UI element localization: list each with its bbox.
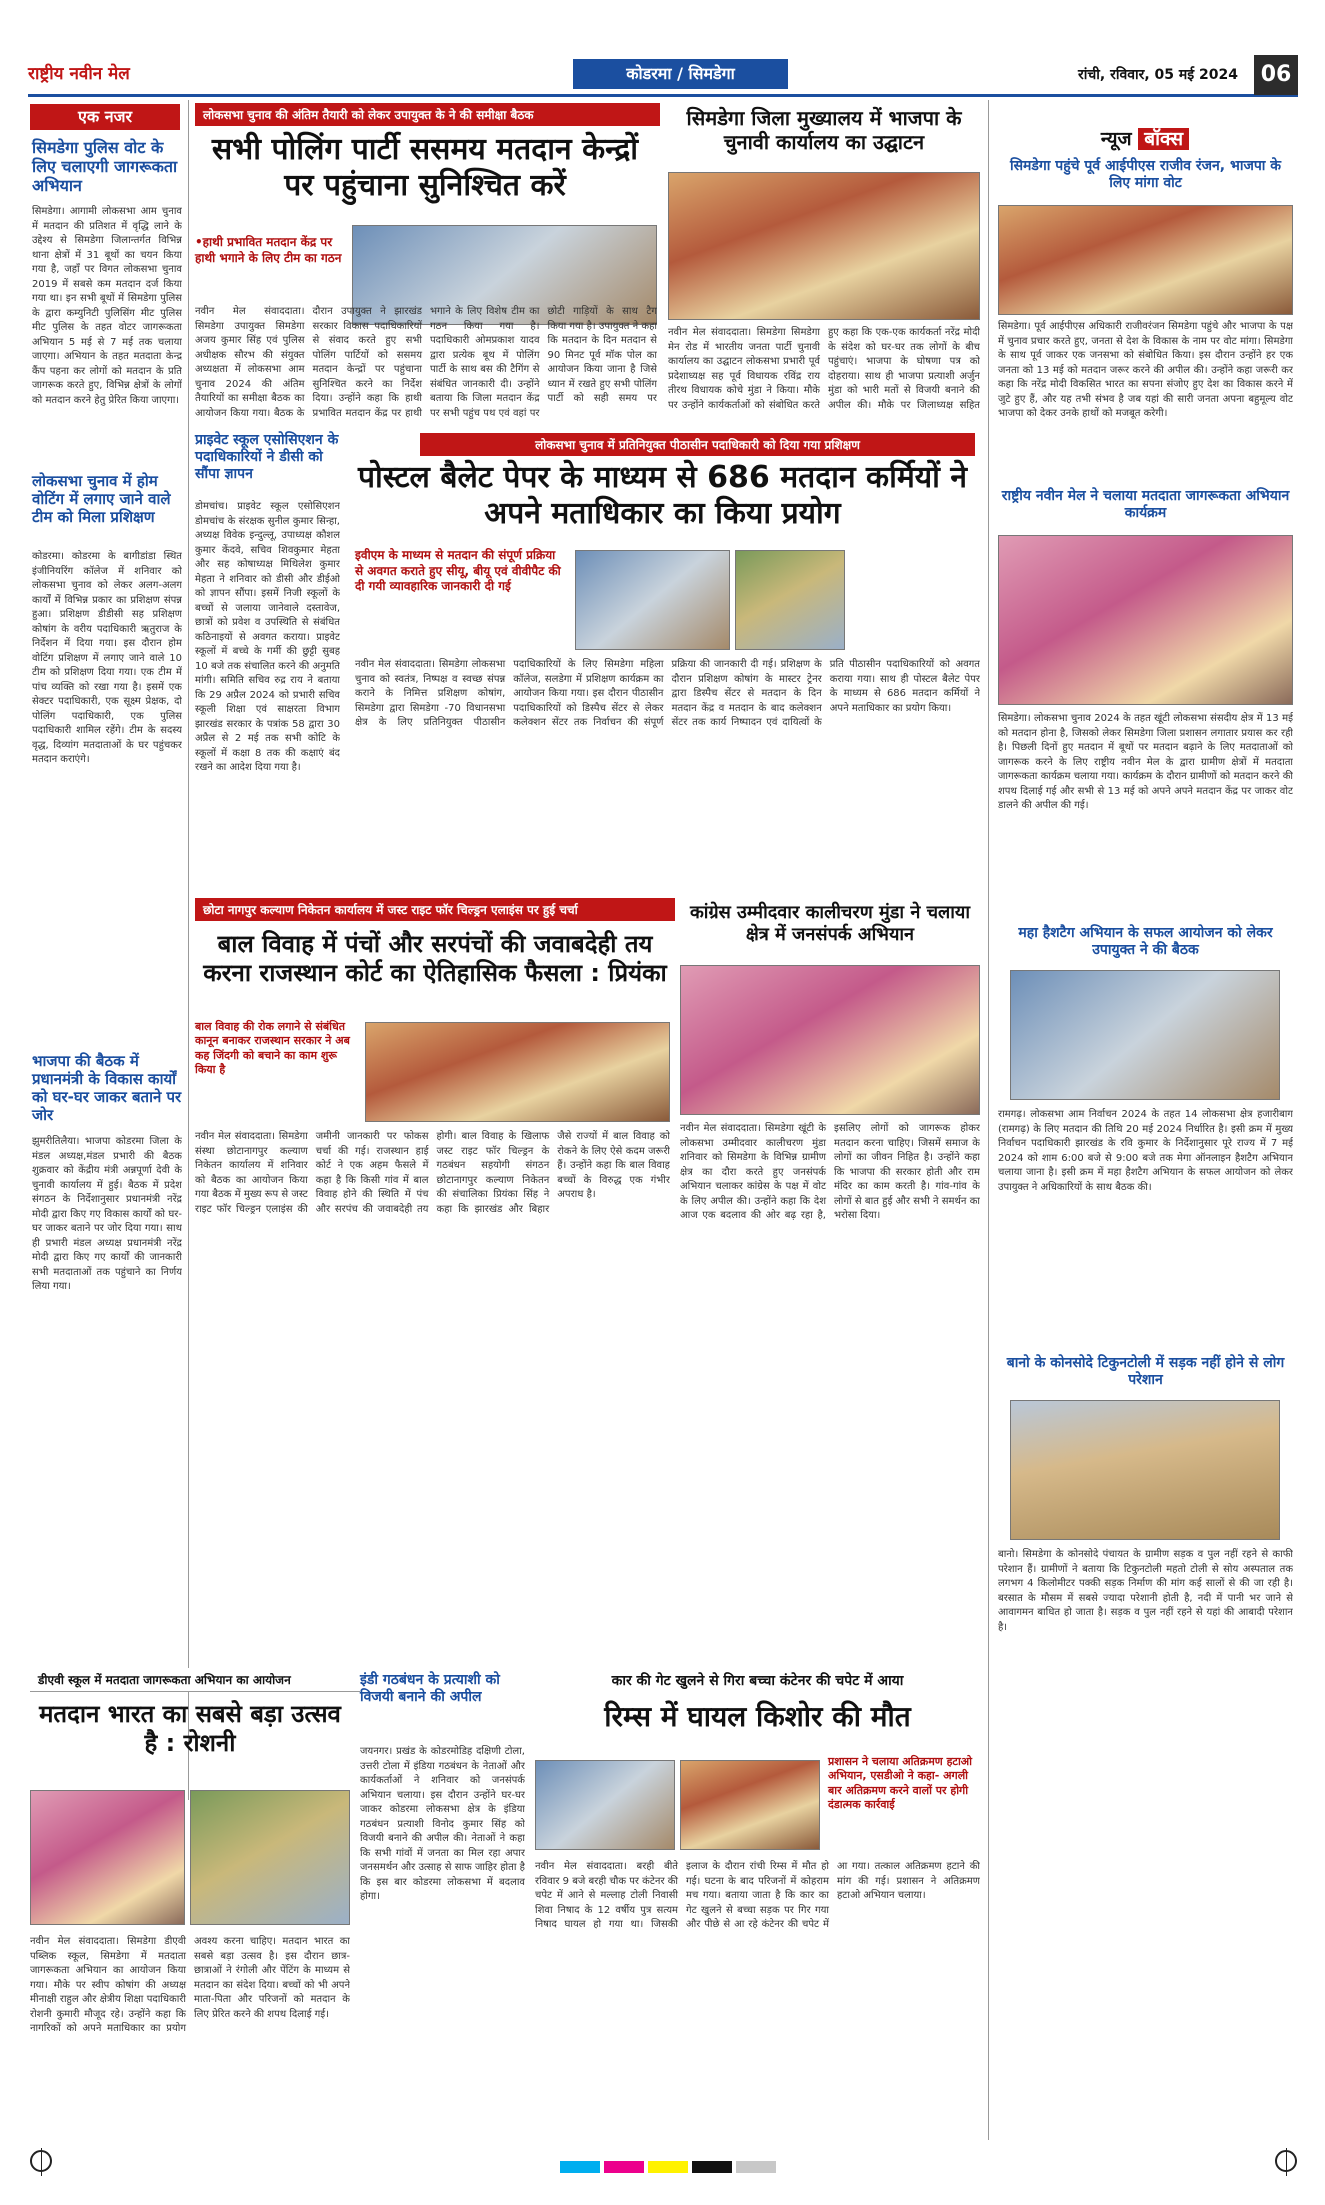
story-subhead: प्रशासन ने चलाया अतिक्रमण हटाओ अभियान, एसडीओ ने कहा- अगली बार अतिक्रमण करने वालों पर होगी दंडात्मक कार्रवाई	[828, 1755, 973, 1811]
story-body: नवीन मेल संवाददाता। सिमडेगा डीएवी पब्लिक स्कूल, सिमडेगा में मतदाता जागरूकता अभियान का आयोजन किया गया। मौके पर स्वीप कोषांग की अध्यक्ष मीनाक्षी राहुल और क्षेत्रीय शिक्षा पदाधिकारी रोशनी कुमारी मौजूद रहे। उन्होंने कहा कि नागरिकों को अपने मताधिकार का प्रयोग अवश्य करना चाहिए। मतदान भारत का सबसे बड़ा उत्सव है। इस दौरान छात्र-छात्राओं ने रंगोली और पेंटिंग के माध्यम से मतदान का संदेश दिया। बच्चों को भी अपने माता-पिता और परिजनों को मतदान के लिए प्रेरित करने की शपथ दिलाई गई।	[30, 1936, 350, 2034]
training-photo-1	[575, 550, 730, 650]
meeting-photo	[365, 1022, 670, 1122]
story-body: नवीन मेल संवाददाता। सिमडेगा खूंटी के लोकसभा उम्मीदवार कालीचरण मुंडा शनिवार को सिमडेगा के विभिन्न ग्रामीण क्षेत्र का दौरा करते हुए जनसंपर्क अभियान चलाकर कांग्रेस के पक्ष में वोट के लिए अपील की। उन्होंने कहा कि देश आज एक बदलाव की ओर बढ़ रहा है, इसलिए लोगों को जागरूक होकर मतदान करना चाहिए। जिसमें समाज के लोगों का जीवन निहित है। उन्होंने कहा कि भाजपा की सरकार होती और राम मंदिर का काम करती है। गांव-गांव के लोगों से बात हुई और सभी ने समर्थन का भरोसा दिया।	[680, 1123, 980, 1221]
story-headline: रिम्स में घायल किशोर की मौत	[604, 1700, 911, 1733]
story-body: जयनगर। प्रखंड के कोडरमोडिह दक्षिणी टोला, उत्तरी टोला में इंडिया गठबंधन के नेताओं और कार्यकर्ताओं ने शनिवार को जनसंपर्क अभियान चलाया। इस दौरान उन्होंने घर-घर जाकर कोडरमा लोकसभा क्षेत्र के इंडिया गठबंधन प्रत्याशी विनोद कुमार सिंह को विजयी बनाने की अपील की। नेताओं ने कहा कि सभी गांवों में जनता का मिल रहा अपार जनसमर्थन और उत्साह से साफ जाहिर होता है कि इस बार कोडरमा लोकसभा में बदलाव होगा।	[360, 1746, 525, 1902]
story-subhead: बाल विवाह की रोक लगाने से संबंधित कानून बनाकर राजस्थान सरकार ने अब कह जिंदगी को बचाने का काम शुरू किया है	[195, 1020, 350, 1076]
story-kicker: लोकसभा चुनाव में प्रतिनियुक्त पीठासीन पदाधिकारी को दिया गया प्रशिक्षण	[420, 433, 975, 456]
campaign-photo	[998, 205, 1293, 315]
section-title: एक नजर	[30, 104, 180, 130]
office-inauguration-photo	[668, 172, 980, 320]
story-kicker: छोटा नागपुर कल्याण निकेतन कार्यालय में जस्ट राइट फॉर चिल्ड्रन एलाइंस पर हुई चर्चा	[195, 898, 675, 921]
story-body: नवीन मेल संवाददाता। बरही बीते रविवार 9 बजे बरही चौक पर कंटेनर की चपेट में आने से मल्लाह टोली निवासी शिवा निषाद के 12 वर्षीय पुत्र सत्यम निषाद घायल हो गया था। जिसकी इलाज के दौरान रांची रिम्स में मौत हो गई। घटना के बाद परिजनों में कोहराम मच गया। बताया जाता है कि कार का गेट खुलने से बच्चा सड़क पर गिर गया और पीछे से आ रहे कंटेनर की चपेट में आ गया। तत्काल अतिक्रमण हटाने की मांग की गई। प्रशासन ने अतिक्रमण हटाओ अभियान चलाया।	[535, 1861, 980, 1930]
story-headline: महा हैशटैग अभियान के सफल आयोजन को लेकर उपायुक्त ने की बैठक	[1018, 925, 1273, 958]
story-body: डोमचांच। प्राइवेट स्कूल एसोसिएशन डोमचांच के संरक्षक सुनील कुमार सिन्हा, अध्यक्ष विवेक इन्दुल्लू, उपाध्यक्ष कौशल कुमार केंदवे, सचिव शिवकुमार मेहता और सह कोषाध्यक्ष मिथिलेश कुमार मेहता ने शनिवार को डीसी और डीईओ को ज्ञापन सौंपा। इसमें निजी स्कूलों के बच्चों से जलाया जानेवाले दस्तावेज, छात्रों को प्रवेश व उपस्थिति से संबंधित कठिनाइयों से अवगत कराया। प्राइवेट स्कूलों में बच्चे के गर्मी की छुट्टी सुबह 10 बजे तक संचालित करने की अनुमति मांगी। समिति सचिव रुद्र राय ने बताया कि 29 अप्रैल 2024 को प्रभारी सचिव स्कूली शिक्षा एवं साक्षरता विभाग झारखंड सरकार के पत्रांक 58 द्वारा 30 अप्रैल से 2 मई तक सभी कोटि के स्कूलों में कक्षा 8 तक की कक्षाएं बंद रखने का आदेश दिया गया है।	[195, 501, 340, 773]
accident-photo-1	[535, 1760, 675, 1850]
story-kicker: कार की गेट खुलने से गिरा बच्चा कंटेनर की चपेट में आया	[535, 1668, 980, 1693]
training-photo-2	[735, 550, 845, 650]
awareness-photo	[998, 535, 1293, 705]
story-body: नवीन मेल संवाददाता। सिमडेगा संस्था छोटानागपुर कल्याण निकेतन कार्यालय में शनिवार को बैठक का आयोजन किया गया बैठक में मुख्य रूप से जस्ट राइट फॉर चिल्ड्रन एलाइंस की जमीनी जानकारी पर फोकस चर्चा की गई। राजस्थान हाई कोर्ट ने एक अहम फैसले में कहा है कि किसी गांव में बाल विवाह होने की स्थिति में पंच और सरपंच की जवाबदेही तय होगी। बाल विवाह के खिलाफ जस्ट राइट फॉर चिल्ड्रन के गठबंधन सहयोगी संगठन छोटानागपुर कल्याण निकेतन की संचालिका प्रियंका सिंह ने कहा कि झारखंड और बिहार जैसे राज्यों में बाल विवाह को रोकने के लिए ऐसे कदम जरूरी हैं। उन्होंने कहा कि बाल विवाह बच्चों के विरुद्ध एक गंभीर अपराध है।	[195, 1131, 670, 1215]
story-subhead: •हाथी प्रभावित मतदान केंद्र पर हाथी भगाने के लिए टीम का गठन	[195, 235, 342, 265]
paper-name: राष्ट्रीय नवीन मेल	[28, 64, 130, 84]
school-photo-2	[190, 1790, 350, 1925]
story-headline: राष्ट्रीय नवीन मेल ने चलाया मतदाता जागरूकता अभियान कार्यक्रम	[1001, 488, 1290, 521]
accident-photo-2	[680, 1760, 820, 1850]
story-body: नवीन मेल संवाददाता। सिमडेगा उपायुक्त सिमडेगा अजय कुमार सिंह एवं पुलिस अधीक्षक सौरभ की संयुक्त अध्यक्षता में लोकसभा आम चुनाव 2024 की अंतिम तैयारियों का समीक्षा बैठक का आयोजन किया गया। बैठक के दौरान उपायुक्त ने झारखंड सरकार विकास पदाधिकारियों से संवाद करते हुए सभी पोलिंग पार्टियों को ससमय मतदान केन्द्रों पर पहुंचाना सुनिश्चित करने का निर्देश दिया। उन्होंने कहा कि हाथी प्रभावित मतदान केंद्र पर हाथी भगाने के लिए विशेष टीम का गठन किया गया है। पदाधिकारी ओमप्रकाश यादव द्वारा प्रत्येक बूथ में पोलिंग पार्टी के साथ बस की टैगिंग से संबंधित जानकारी दी। उन्होंने बताया कि जिला मतदान केंद्र पर सभी पहुंच पथ एवं वहां पर छोटी गाड़ियों के साथ टैग किया गया है। उपायुक्त ने कहा कि मतदान के दिन मतदान से 90 मिनट पूर्व मॉक पोल का आयोजन किया जाना है जिसे ध्यान में रखते हुए सभी पोलिंग पार्टी को सही समय पर	[195, 306, 657, 419]
story-headline: लोकसभा चुनाव में होम वोटिंग में लगाए जाने वाले टीम को मिला प्रशिक्षण	[32, 472, 171, 526]
story-headline: कांग्रेस उम्मीदवार कालीचरण मुंडा ने चलाया क्षेत्र में जनसंपर्क अभियान	[689, 902, 970, 945]
column-rule	[188, 100, 189, 1800]
story-body: सिमडेगा। आगामी लोकसभा आम चुनाव में मतदान की प्रतिशत में वृद्धि लाने के उद्देश्य से सिमडेगा जिलान्तर्गत विभिन्न थाना क्षेत्रों में 31 बूथों का चयन किया गया है, जहाँ पर विगत लोकसभा चुनाव 2019 में सबसे कम मतदान दर्ज किया गया था। इन सभी बूथों में सिमडेगा पुलिस के द्वारा कम्युनिटी पुलिसिंग मीट पुलिस मीट पुलिस के तहत वोटर जागरूकता अभियान 5 मई से 7 मई तक चलाया जाएगा। अभियान के तहत मतदाता केन्द्र कैंप पहना कर लोगों को मतदान के प्रति जागरूक करते हुए, विभिन्न क्षेत्रों के लोगों को मतदान करने हेतु प्रेरित किया जाएगा।	[32, 206, 182, 406]
story-headline: सिमडेगा जिला मुख्यालय में भाजपा के चुनावी कार्यालय का उद्घाटन	[686, 106, 962, 154]
story-headline: सिमडेगा पुलिस वोट के लिए चलाएगी जागरूकता अभियान	[32, 138, 178, 196]
color-bar	[560, 2158, 860, 2172]
school-photo-1	[30, 1790, 185, 1925]
story-headline: बानो के कोनसोदे टिकुनटोली में सड़क नहीं होने से लोग परेशान	[1006, 1355, 1285, 1388]
masthead	[28, 55, 1298, 97]
story-headline: सिमडेगा पहुंचे पूर्व आईपीएस राजीव रंजन, भाजपा के लिए मांगा वोट	[1009, 158, 1282, 191]
lead-headline: सभी पोलिंग पार्टी ससमय मतदान केन्द्रों पर पहुंचाना सुनिश्चित करें	[211, 132, 639, 203]
story-body: नवीन मेल संवाददाता। सिमडेगा सिमडेगा मेन रोड में भारतीय जनता पार्टी चुनावी कार्यालय का उद्घाटन लोकसभा प्रभारी पूर्व प्रदेशाध्यक्ष सह पूर्व विधायक रविंद्र राय तीरथ विधायक कोचे मुंडा ने किया। मौके पर उन्होंने कार्यकर्ताओं को संबोधित करते हुए कहा कि एक-एक कार्यकर्ता नरेंद्र मोदी के संदेश को घर-घर तक लोगों के बीच पहुंचाएं। भाजपा के घोषणा पत्र को दोहराया। साथ ही भाजपा प्रत्याशी अर्जुन मुंडा को भारी मतों से विजयी बनाने की अपील की। मौके पर जिलाध्यक्ष सहित	[668, 327, 980, 411]
story-body: नवीन मेल संवाददाता। सिमडेगा लोकसभा चुनाव को स्वतंत्र, निष्पक्ष व स्वच्छ संपन्न कराने के निमित्त प्रशिक्षण कोषांग, सिमडेगा द्वारा सिमडेगा -70 विधानसभा क्षेत्र के लिए प्रतिनियुक्त पीठासीन पदाधिकारियों के लिए सिमडेगा महिला कॉलेज, सलडेगा में प्रशिक्षण कार्यक्रम का आयोजन किया गया। इस दौरान पीठासीन पदाधिकारियों को डिस्पैच सेंटर से लेकर कलेक्शन सेंटर तक निर्वाचन की संपूर्ण प्रक्रिया की जानकारी दी गई। प्रशिक्षण के दौरान प्रशिक्षण कोषांग के मास्टर ट्रेनर द्वारा डिस्पैच सेंटर से मतदान के दिन मतदान केंद्र व मतदान के बाद कलेक्शन सेंटर तक कार्य निष्पादन एवं दायित्वों के प्रति पीठासीन पदाधिकारियों को अवगत कराया गया। साथ ही पोस्टल बैलेट पेपर के माध्यम से 686 मतदान कर्मियों ने अपने मताधिकार का प्रयोग किया।	[355, 659, 980, 728]
story-headline: प्राइवेट स्कूल एसोसिएशन के पदाधिकारियों ने डीसी को सौंपा ज्ञापन	[195, 432, 339, 482]
story-body: सिमडेगा। लोकसभा चुनाव 2024 के तहत खूंटी लोकसभा संसदीय क्षेत्र में 13 मई को मतदान होना है, जिसको लेकर सिमडेगा जिला प्रशासन लगातार प्रयास कर रही है। पिछली दिनों हुए मतदान में बूथों पर मतदान बढ़ाने के लिए मतदाताओं को जागरूक करने के लिए राष्ट्रीय नवीन मेल के द्वारा ग्रामीण क्षेत्रों में मतदाता जागरूकता कार्यक्रम चलाया गया। कार्यक्रम के दौरान ग्रामीणों को मतदान करने की शपथ दिलाई गई और सभी से 13 मई को अपने अपने मतदान केंद्र पर जाकर वोट डालने की अपील की गई।	[998, 713, 1293, 811]
road-photo	[1010, 1400, 1280, 1540]
campaign-photo	[680, 965, 980, 1115]
story-headline: मतदान भारत का सबसे बड़ा उत्सव है : रोशनी	[39, 1700, 341, 1757]
story-subhead: इवीएम के माध्यम से मतदान की संपूर्ण प्रक्रिया से अवगत कराते हुए सीयू, बीयू एवं वीवीपैट की दी गयी व्यावहारिक जानकारी दी गई	[355, 548, 561, 594]
column-rule	[988, 100, 989, 2140]
lead-headline: बाल विवाह में पंचों और सरपंचों की जवाबदेही तय करना राजस्थान कोर्ट का ऐतिहासिक फैसला : प्रियंका	[203, 930, 667, 987]
registration-mark	[30, 2150, 52, 2172]
story-body: झुमरीतिलैया। भाजपा कोडरमा जिला के मंडल अध्यक्ष,मंडल प्रभारी की बैठक शुक्रवार को केंद्रीय मंत्री अन्नपूर्णा देवी के चुनावी कार्यालय में हुई। बैठक में प्रदेश संगठन के निर्देशानुसार प्रधानमंत्री नरेंद्र मोदी द्वारा किए गए विकास कार्यों को घर-घर जाकर बताने पर जोर दिया गया। साथ ही प्रभारी मंडल अध्यक्ष प्रधानमंत्री नरेंद्र मोदी द्वारा किए गए कार्यों की जानकारी सभी मतदाताओं तक पहुंचाने का निर्णय लिया गया।	[32, 1136, 182, 1292]
story-body: सिमडेगा। पूर्व आईपीएस अधिकारी राजीवरंजन सिमडेगा पहुंचे और भाजपा के पक्ष में चुनाव प्रचार करते हुए, जनता से देश के विकास के नाम पर वोट मांगा। सिमडेगा के साथ पूर्व जाकर एक जनसभा को संबोधित किया। इस दौरान उन्होंने हर एक जनता को 13 मई को मतदान जरूर करने की अपील की। उन्होंने कहा जरूरी कर कहा कि नरेंद्र मोदी विकसित भारत का सपना संजोए हुए देश का विकास करने में जुटे हुए हैं, और यह तभी संभव है जब यहां की सारी जनता अपना बहुमूल्य वोट भाजपा को देकर उनके हाथों को मजबूत करेगी।	[998, 321, 1293, 419]
story-body: बानो। सिमडेगा के कोनसोदे पंचायत के ग्रामीण सड़क व पुल नहीं रहने से काफी परेशान हैं। ग्रामीणों ने बताया कि टिकुनटोली महतो टोली से सोय अस्पताल तक लगभग 4 किलोमीटर पक्की सड़क निर्माण की मांग कई सालों से की जा रही है। बरसात के मौसम में सबसे ज्यादा परेशानी होती है, नदी में पानी भर जाने से आवागमन बाधित हो जाता है। सड़क व पुल नहीं रहने से यहां की आबादी परेशान है।	[998, 1549, 1293, 1633]
issue-date: रांची, रविवार, 05 मई 2024	[1078, 67, 1238, 83]
story-headline: भाजपा की बैठक में प्रधानमंत्री के विकास कार्यों को घर-घर जाकर बताने पर जोर	[32, 1052, 182, 1124]
story-headline: इंडी गठबंधन के प्रत्याशी को विजयी बनाने की अपील	[360, 1672, 500, 1705]
story-kicker: डीएवी स्कूल में मतदाता जागरूकता अभियान का आयोजन	[30, 1668, 360, 1692]
news-box-title: न्यूज बॉक्स	[995, 125, 1295, 155]
story-kicker: लोकसभा चुनाव की अंतिम तैयारी को लेकर उपायुक्त के ने की समीक्षा बैठक	[195, 103, 660, 126]
lead-headline: पोस्टल बैलेट पेपर के माध्यम से 686 मतदान कर्मियों ने अपने मताधिकार का किया प्रयोग	[357, 460, 968, 531]
story-body: कोडरमा। कोडरमा के बागीडांडा स्थित इंजीनियरिंग कॉलेज में शनिवार को लोकसभा चुनाव को लेकर अलग-अलग कार्यों में विभिन्न प्रकार का प्रशिक्षण संपन्न हुआ। प्रशिक्षण डीडीसी सह प्रशिक्षण कोषांग के वरीय पदाधिकारी ऋतुराज के निर्देशन में दिया गया। इस दौरान होम वोटिंग प्रशिक्षण में लगाए जाने वाले 10 टीम को प्रशिक्षण दिया गया। एक टीम में पांच व्यक्ति को रखा गया है। इसमें एक सेक्टर पदाधिकारी, एक सूक्ष्म प्रेक्षक, दो पोलिंग पदाधिकारी, एक पुलिस पदाधिकारी शामिल रहेंगे। टीम के सदस्य वृद्ध, दिव्यांग मतदाताओं के घर पहुंचकर मतदान कराएंगे।	[32, 551, 182, 765]
section-name: कोडरमा / सिमडेगा	[573, 59, 788, 89]
registration-mark	[1275, 2150, 1297, 2172]
story-body: रामगढ़। लोकसभा आम निर्वाचन 2024 के तहत 14 लोकसभा क्षेत्र हजारीबाग (रामगढ़) के लिए मतदान की तिथि 20 मई 2024 निर्धारित है। इसी क्रम में मुख्य निर्वाचन पदाधिकारी झारखंड के रवि कुमार के निर्देशानुसार पूरे राज्य में 7 मई 2024 को शाम 6:00 बजे से 9:00 बजे तक मेगा ऑनलाइन हैशटैग अभियान चलाया जाना है। इसी क्रम में महा हैशटैग अभियान के सफल आयोजन को लेकर उपायुक्त ने अधिकारियों के साथ बैठक की।	[998, 1109, 1293, 1193]
meeting-photo	[1010, 970, 1280, 1100]
page-number: 06	[1254, 55, 1298, 95]
